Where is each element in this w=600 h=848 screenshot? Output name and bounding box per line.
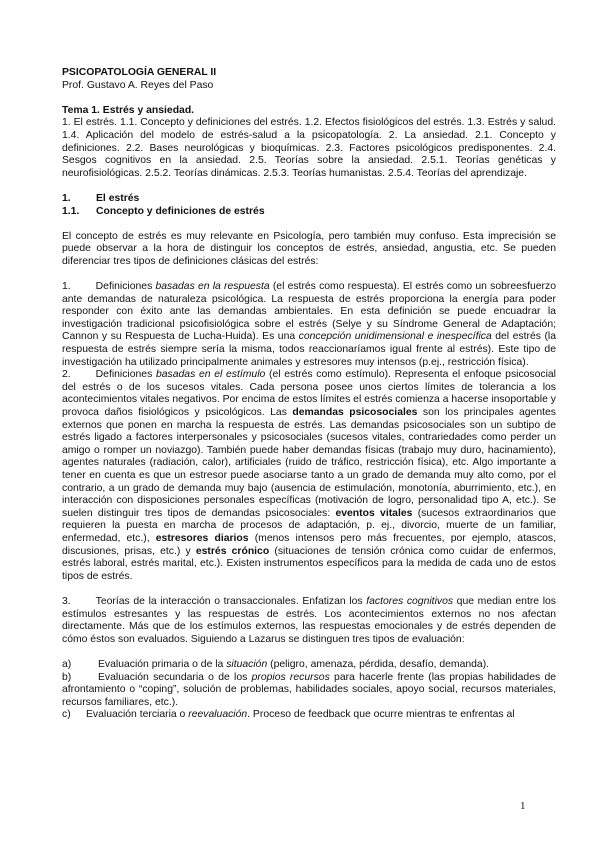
section-1-1-heading — [62, 206, 556, 219]
topic-title: Tema 1. Estrés y ansiedad. — [62, 104, 195, 116]
document-body — [62, 67, 556, 722]
section-1-heading — [62, 193, 556, 206]
topic-contents: 1. El estrés. 1.1. Concepto y definiciones del estrés. 1.2. Efectos fisiológicos del estrés. 1.3. Estrés y salud. 1.4. Aplicación del modelo de estrés-salud a la psicopatología. 2. La ansiedad. 2.1. Concepto y definiciones. 2.2. Bases neurológicas y bioquímicas. 2.3. Factores psicológicos predisponentes. 2.4. Sesgos cognitivos en la ansiedad. 2.5. Teorías sobre la ansiedad. 2.5.1. Teorías genéticas y neurofisiológicas. 2.5.2. Teorías dinámicas. 2.5.3. Teorías humanistas. 2.5.4. Teorías del aprendizaje. — [62, 117, 556, 179]
page-number: 1 — [520, 800, 526, 812]
evaluation-item-a: a) Evaluación primaria o de la situación (peligro, amenaza, pérdida, desafío, demanda). — [62, 658, 490, 670]
evaluation-item-b: b) Evaluación secundaria o de los propios recursos para hacerle frente (las propias habilidades de afrontamiento o “coping”, solución de problemas, habilidades sociales, apoyo social, recursos materiales, recursos familiares, etc.). — [62, 671, 557, 708]
section-1-1-title: Concepto y definiciones de estrés — [96, 205, 265, 217]
evaluation-item-c: c) Evaluación terciaria o reevaluación. Proceso de feedback que ocurre mientras te enfrentas al — [62, 709, 515, 721]
definition-3-paragraph: 3. Teorías de la interacción o transaccionales. Enfatizan los factores cognitivos que median entre los estímulos estresantes y las respuestas de estrés. Los acontecimientos externos no nos afectan directamente. Más que de los estímulos externos, las respuestas emocionales y de estrés dependen de cómo éstos son evaluados. Siguiendo a Lazarus se distinguen tres tipos de evaluación: — [62, 595, 556, 645]
definition-1-paragraph: 1. Definiciones basadas en la respuesta (el estrés como respuesta). El estrés como un sobreesfuerzo ante demandas de naturaleza psicológica. La respuesta de estrés proporciona la energía para poder responder con éxito ante las demandas ambientales. En esta definición se puede encuadrar la investigación tradicional psicofisiológica sobre el estrés (Selye y su Síndrome General de Adaptación; Cannon y su Respuesta de Lucha-Huida). Es una concepción unidimensional e inespecífica del estrés (la respuesta de estrés siempre sería la misma, todos reaccionaríamos igual frente al estrés). Este tipo de investigación ha utilizado principalmente animales y estresores muy intensos (p.ej., restricción física). — [62, 281, 556, 368]
section-1-1-number: 1.1. — [62, 205, 80, 217]
section-1-number: 1. — [62, 192, 71, 204]
course-title: PSICOPATOLOGÍA GENERAL II — [62, 67, 217, 78]
author-line: Prof. Gustavo A. Reyes del Paso — [62, 79, 214, 91]
section-1-title: El estrés — [96, 192, 140, 204]
intro-paragraph: El concepto de estrés es muy relevante en Psicología, pero también muy confuso. Esta imprecisión se puede observar a la hora de distinguir los conceptos de estrés, ansiedad, angustia, etc. Se pueden diferenciar tres tipos de definiciones clásicas del estrés: — [62, 230, 556, 267]
definition-2-paragraph: 2. Definiciones basadas en el estímulo (el estrés como estímulo). Representa el enfoque psicosocial del estrés o de los sucesos vitales. Cada persona posee unos ciertos límites de tolerancia a los acontecimientos vitales negativos. Por encima de estos límites el estrés comienza a hacerse insoportable y provoca daños fisiológicos y psicológicos. Las demandas psicosociales son los principales agentes externos que ponen en marcha la respuesta de estrés. Las demandas psicosociales son un subtipo de estrés ligado a factores interpersonales y psicosociales (sucesos vitales, contrariedades como perder un amigo o romper un noviazgo). También puede haber demandas físicas (trabajo muy duro, hacinamiento), agentes naturales (radiación, calor), artificiales (ruido de tráfico, restricción física), etc. Algo importante a tener en cuenta es que un estresor puede asociarse tanto a un grado de demanda muy alto como, por el contrario, a un grado de demanda muy bajo (ausencia de estimulación, monotonía, aburrimiento, etc.), en interacción con disposiciones personales específicas (motivación de logro, personalidad tipo A, etc.). Se suelen distinguir tres tipos de demandas psicosociales: eventos vitales (sucesos extraordinarios que requieren la puesta en marcha de procesos de adaptación, p. ej., divorcio, muerte de un familiar, enfermedad, etc.), estresores diarios (menos intensos pero más frecuentes, por ejemplo, atascos, discusiones, prisas, etc.) y estrés crónico (situaciones de tensión crónica como cuidar de enfermos, estrés laboral, estrés marital, etc.). Existen instrumentos específicos para la medida de cada uno de estos tipos de estrés. — [62, 369, 557, 582]
